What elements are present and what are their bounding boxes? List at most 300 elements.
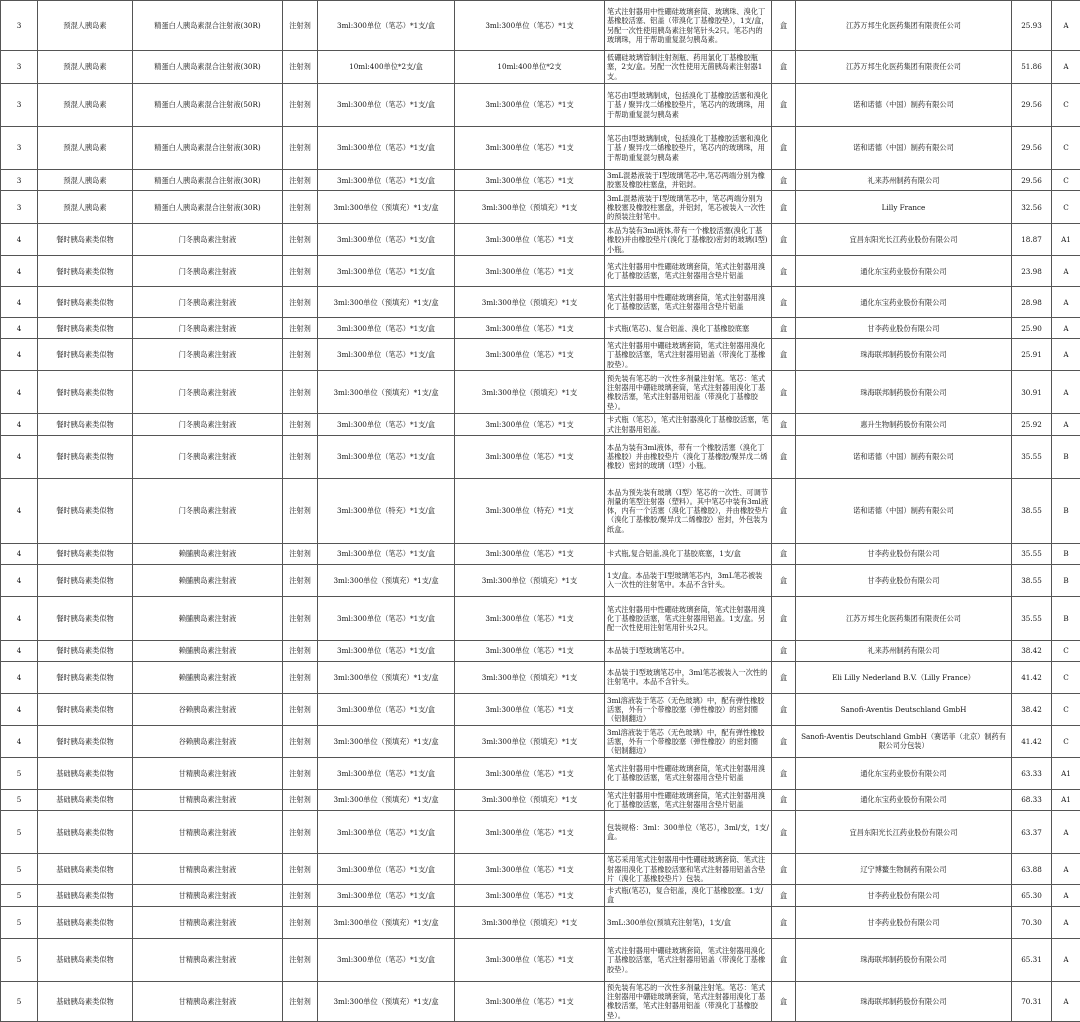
packaging-material-cell: 1支/盒。本品装于Ⅰ型玻璃笔芯内，3mL笔芯被装入一次性的注射笔中。本品不含针头。 xyxy=(605,564,772,596)
specification-cell: 3ml:300单位（笔芯）*1支/盒 xyxy=(318,170,455,191)
manufacturer-cell: 珠海联邦制药股份有限公司 xyxy=(796,339,1012,371)
specification-cell: 3ml:300单位（笔芯）*1支/盒 xyxy=(318,318,455,339)
dosage-form-cell: 注射剂 xyxy=(283,938,318,981)
category-cell: 基础胰岛素类似物 xyxy=(38,906,133,938)
price-cell: 28.98 xyxy=(1012,287,1052,318)
grade-cell: C xyxy=(1052,191,1080,224)
manufacturer-cell: 甘李药业股份有限公司 xyxy=(796,318,1012,339)
packaging-material-cell: 3mL混悬液装于Ⅰ型玻璃笔芯中，笔芯两端分别为橡胶塞及橡胶柱塞盘，并铝封，笔芯被装入一次性的预装注射笔中。 xyxy=(605,191,772,224)
drug-name-cell: 精蛋白人胰岛素混合注射液(30R) xyxy=(133,170,283,191)
grade-cell: B xyxy=(1052,435,1080,478)
price-cell: 29.56 xyxy=(1012,170,1052,191)
manufacturer-cell: Eli Lilly Nederland B.V.（Lilly France） xyxy=(796,661,1012,693)
table-row xyxy=(1,811,1080,854)
specification-cell: 3ml:300单位（预填充）*1支/盒 xyxy=(318,564,455,596)
manufacturer-cell: 宜昌东阳光长江药业股份有限公司 xyxy=(796,224,1012,256)
dosage-form-cell: 注射剂 xyxy=(283,906,318,938)
dosage-form-cell: 注射剂 xyxy=(283,51,318,84)
dosage-form-cell: 注射剂 xyxy=(283,339,318,371)
manufacturer-cell: 珠海联邦制药股份有限公司 xyxy=(796,981,1012,1021)
unit-cell: 盒 xyxy=(772,256,796,287)
manufacturer-cell: 珠海联邦制药股份有限公司 xyxy=(796,371,1012,414)
grade-cell: B xyxy=(1052,478,1080,543)
unit-cell: 盒 xyxy=(772,414,796,435)
unit-cell: 盒 xyxy=(772,725,796,757)
table-row xyxy=(1,640,1080,661)
table-row xyxy=(1,339,1080,371)
packaging-material-cell: 3mL:300单位(预填充注射笔)，1支/盒 xyxy=(605,906,772,938)
row-number-cell: 4 xyxy=(1,640,38,661)
package-spec-cell: 3ml:300单位（预填充）*1支 xyxy=(455,371,605,414)
row-number-cell: 5 xyxy=(1,981,38,1021)
category-cell: 餐时胰岛素类似物 xyxy=(38,371,133,414)
table-row xyxy=(1,789,1080,810)
dosage-form-cell: 注射剂 xyxy=(283,811,318,854)
category-cell: 基础胰岛素类似物 xyxy=(38,811,133,854)
row-number-cell: 3 xyxy=(1,1,38,51)
grade-cell: C xyxy=(1052,127,1080,170)
category-cell: 餐时胰岛素类似物 xyxy=(38,414,133,435)
manufacturer-cell: 礼来苏州制药有限公司 xyxy=(796,170,1012,191)
price-cell: 32.56 xyxy=(1012,191,1052,224)
specification-cell: 3ml:300单位（笔芯）*1支/盒 xyxy=(318,811,455,854)
unit-cell: 盒 xyxy=(772,884,796,906)
category-cell: 基础胰岛素类似物 xyxy=(38,938,133,981)
price-cell: 18.87 xyxy=(1012,224,1052,256)
grade-cell: A xyxy=(1052,854,1080,885)
packaging-material-cell: 笔式注射器用中性硼硅玻璃套筒、玻璃珠、溴化丁基橡胶活塞、铝盖（带溴化丁基橡胶垫），1支/盒，另配一次性使用胰岛素注射笔针头2只。笔芯内的玻璃珠，用于帮助重复混匀胰岛素。 xyxy=(605,1,772,51)
row-number-cell: 4 xyxy=(1,224,38,256)
dosage-form-cell: 注射剂 xyxy=(283,757,318,789)
dosage-form-cell: 注射剂 xyxy=(283,371,318,414)
category-cell: 预混人胰岛素 xyxy=(38,1,133,51)
price-cell: 35.55 xyxy=(1012,543,1052,564)
unit-cell: 盒 xyxy=(772,339,796,371)
drug-name-cell: 门冬胰岛素注射液 xyxy=(133,435,283,478)
dosage-form-cell: 注射剂 xyxy=(283,1,318,51)
table-row xyxy=(1,127,1080,170)
row-number-cell: 5 xyxy=(1,884,38,906)
table-row xyxy=(1,435,1080,478)
price-cell: 63.88 xyxy=(1012,854,1052,885)
table-row xyxy=(1,693,1080,725)
package-spec-cell: 3ml:300单位（预填充）*1支 xyxy=(455,564,605,596)
price-cell: 25.90 xyxy=(1012,318,1052,339)
row-number-cell: 4 xyxy=(1,318,38,339)
grade-cell: A xyxy=(1052,414,1080,435)
package-spec-cell: 3ml:300单位（笔芯）*1支 xyxy=(455,127,605,170)
drug-name-cell: 精蛋白人胰岛素混合注射液(50R) xyxy=(133,84,283,127)
row-number-cell: 5 xyxy=(1,811,38,854)
unit-cell: 盒 xyxy=(772,811,796,854)
category-cell: 餐时胰岛素类似物 xyxy=(38,318,133,339)
grade-cell: A xyxy=(1052,906,1080,938)
price-cell: 25.91 xyxy=(1012,339,1052,371)
table-row xyxy=(1,725,1080,757)
category-cell: 基础胰岛素类似物 xyxy=(38,854,133,885)
grade-cell: A1 xyxy=(1052,789,1080,810)
drug-name-cell: 门冬胰岛素注射液 xyxy=(133,339,283,371)
specification-cell: 3ml:300单位（预填充）*1支/盒 xyxy=(318,191,455,224)
row-number-cell: 4 xyxy=(1,435,38,478)
table-row xyxy=(1,84,1080,127)
drug-name-cell: 门冬胰岛素注射液 xyxy=(133,224,283,256)
dosage-form-cell: 注射剂 xyxy=(283,640,318,661)
table-row xyxy=(1,224,1080,256)
package-spec-cell: 3ml:300单位（笔芯）*1支 xyxy=(455,224,605,256)
drug-name-cell: 赖脯胰岛素注射液 xyxy=(133,661,283,693)
row-number-cell: 4 xyxy=(1,564,38,596)
package-spec-cell: 3ml:300单位（笔芯）*1支 xyxy=(455,596,605,640)
unit-cell: 盒 xyxy=(772,543,796,564)
grade-cell: C xyxy=(1052,84,1080,127)
category-cell: 预混人胰岛素 xyxy=(38,191,133,224)
packaging-material-cell: 笔式注射器用中性硼硅玻璃套筒，笔式注射器用溴化丁基橡胶活塞，笔式注射器用含垫片铝盖 xyxy=(605,789,772,810)
packaging-material-cell: 3ml溶液装于笔芯（无色玻璃）中，配有弹性橡胶活塞，外有一个带橡胶塞（弹性橡胶）的密封圈（铝制翻边） xyxy=(605,693,772,725)
specification-cell: 3ml:300单位（笔芯）*1支/盒 xyxy=(318,693,455,725)
drug-name-cell: 赖脯胰岛素注射液 xyxy=(133,596,283,640)
unit-cell: 盒 xyxy=(772,981,796,1021)
package-spec-cell: 10ml:400单位*2支 xyxy=(455,51,605,84)
dosage-form-cell: 注射剂 xyxy=(283,661,318,693)
package-spec-cell: 3ml:300单位（笔芯）*1支 xyxy=(455,938,605,981)
category-cell: 餐时胰岛素类似物 xyxy=(38,640,133,661)
unit-cell: 盒 xyxy=(772,51,796,84)
drug-name-cell: 甘精胰岛素注射液 xyxy=(133,884,283,906)
packaging-material-cell: 3ml溶液装于笔芯（无色玻璃）中，配有弹性橡胶活塞，外有一个带橡胶塞（弹性橡胶）的密封圈（铝制翻边） xyxy=(605,725,772,757)
package-spec-cell: 3ml:300单位（预填充）*1支 xyxy=(455,789,605,810)
grade-cell: A xyxy=(1052,938,1080,981)
packaging-material-cell: 3mL混悬液装于Ⅰ型玻璃笔芯中,笔芯两端分别为橡胶塞及橡胶柱塞盘，并铝封。 xyxy=(605,170,772,191)
drug-name-cell: 门冬胰岛素注射液 xyxy=(133,371,283,414)
packaging-material-cell: 笔式注射器用中性硼硅玻璃套筒，笔式注射器用溴化丁基橡胶活塞，笔式注射器用含垫片铝盖 xyxy=(605,757,772,789)
manufacturer-cell: 惠升生物制药股份有限公司 xyxy=(796,414,1012,435)
category-cell: 餐时胰岛素类似物 xyxy=(38,287,133,318)
row-number-cell: 4 xyxy=(1,287,38,318)
grade-cell: A xyxy=(1052,256,1080,287)
table-row xyxy=(1,287,1080,318)
row-number-cell: 4 xyxy=(1,725,38,757)
price-cell: 70.31 xyxy=(1012,981,1052,1021)
price-cell: 65.30 xyxy=(1012,884,1052,906)
price-cell: 70.30 xyxy=(1012,906,1052,938)
drug-name-cell: 赖脯胰岛素注射液 xyxy=(133,640,283,661)
price-cell: 25.93 xyxy=(1012,1,1052,51)
package-spec-cell: 3ml:300单位（预填充）*1支 xyxy=(455,725,605,757)
package-spec-cell: 3ml:300单位（笔芯）*1支 xyxy=(455,256,605,287)
unit-cell: 盒 xyxy=(772,693,796,725)
drug-name-cell: 门冬胰岛素注射液 xyxy=(133,414,283,435)
drug-name-cell: 赖脯胰岛素注射液 xyxy=(133,543,283,564)
price-cell: 25.92 xyxy=(1012,414,1052,435)
manufacturer-cell: 通化东宝药业股份有限公司 xyxy=(796,256,1012,287)
packaging-material-cell: 笔芯由I型玻璃制成，包括溴化丁基橡胶活塞和溴化丁基 / 聚异戊二烯橡胶垫片，笔芯内的玻璃珠，用于帮助重复混匀胰岛素 xyxy=(605,127,772,170)
package-spec-cell: 3ml:300单位（笔芯）*1支 xyxy=(455,884,605,906)
table-row xyxy=(1,1,1080,51)
specification-cell: 3ml:300单位（笔芯）*1支/盒 xyxy=(318,84,455,127)
manufacturer-cell: 宜昌东阳光长江药业股份有限公司 xyxy=(796,811,1012,854)
table-row xyxy=(1,854,1080,885)
packaging-material-cell: 笔芯采用笔式注射器用中性硼硅玻璃套筒、笔式注射器用溴化丁基橡胶活塞和笔式注射器用铝盖含垫片（溴化丁基橡胶垫片）包装。 xyxy=(605,854,772,885)
row-number-cell: 5 xyxy=(1,854,38,885)
package-spec-cell: 3ml:300单位（预填充）*1支 xyxy=(455,287,605,318)
specification-cell: 3ml:300单位（预填充）*1支/盒 xyxy=(318,371,455,414)
table-row xyxy=(1,938,1080,981)
package-spec-cell: 3ml:300单位（笔芯）*1支 xyxy=(455,640,605,661)
drug-name-cell: 甘精胰岛素注射液 xyxy=(133,757,283,789)
category-cell: 餐时胰岛素类似物 xyxy=(38,224,133,256)
packaging-material-cell: 本品为装有3ml液体,带有一个橡胶活塞(溴化丁基橡胶)并由橡胶垫片(溴化丁基橡胶)密封的玻璃(Ⅰ型)小瓶。 xyxy=(605,224,772,256)
row-number-cell: 4 xyxy=(1,256,38,287)
specification-cell: 3ml:300单位（预填充）*1支/盒 xyxy=(318,906,455,938)
category-cell: 餐时胰岛素类似物 xyxy=(38,256,133,287)
specification-cell: 3ml:300单位（笔芯）*1支/盒 xyxy=(318,884,455,906)
manufacturer-cell: 通化东宝药业股份有限公司 xyxy=(796,287,1012,318)
specification-cell: 3ml:300单位（预填充）*1支/盒 xyxy=(318,981,455,1021)
dosage-form-cell: 注射剂 xyxy=(283,318,318,339)
dosage-form-cell: 注射剂 xyxy=(283,191,318,224)
dosage-form-cell: 注射剂 xyxy=(283,256,318,287)
package-spec-cell: 3ml:300单位（笔芯）*1支 xyxy=(455,414,605,435)
manufacturer-cell: Sanofi-Aventis Deutschland GmbH（赛诺菲（北京）制药有限公司分包装） xyxy=(796,725,1012,757)
grade-cell: A xyxy=(1052,318,1080,339)
manufacturer-cell: 诺和诺德（中国）制药有限公司 xyxy=(796,478,1012,543)
unit-cell: 盒 xyxy=(772,127,796,170)
drug-name-cell: 门冬胰岛素注射液 xyxy=(133,478,283,543)
package-spec-cell: 3ml:300单位（笔芯）*1支 xyxy=(455,170,605,191)
drug-name-cell: 门冬胰岛素注射液 xyxy=(133,287,283,318)
packaging-material-cell: 预先装有笔芯的一次性多剂量注射笔。笔芯：笔式注射器用中硼硅玻璃套筒，笔式注射器用溴化丁基橡胶活塞，笔式注射器用铝盖（带溴化丁基橡胶垫）。 xyxy=(605,981,772,1021)
dosage-form-cell: 注射剂 xyxy=(283,170,318,191)
dosage-form-cell: 注射剂 xyxy=(283,725,318,757)
manufacturer-cell: 通化东宝药业股份有限公司 xyxy=(796,789,1012,810)
table-row xyxy=(1,981,1080,1021)
table-row xyxy=(1,318,1080,339)
table-row xyxy=(1,371,1080,414)
grade-cell: B xyxy=(1052,564,1080,596)
price-cell: 35.55 xyxy=(1012,596,1052,640)
grade-cell: C xyxy=(1052,693,1080,725)
unit-cell: 盒 xyxy=(772,661,796,693)
packaging-material-cell: 包装规格：3ml：300单位（笔芯），3ml/支，1支/盒。 xyxy=(605,811,772,854)
price-cell: 38.42 xyxy=(1012,640,1052,661)
price-cell: 63.37 xyxy=(1012,811,1052,854)
grade-cell: A xyxy=(1052,811,1080,854)
specification-cell: 3ml:300单位（笔芯）*1支/盒 xyxy=(318,596,455,640)
specification-cell: 3ml:300单位（笔芯）*1支/盒 xyxy=(318,127,455,170)
row-number-cell: 3 xyxy=(1,51,38,84)
specification-cell: 3ml:300单位（预填充）*1支/盒 xyxy=(318,789,455,810)
packaging-material-cell: 卡式瓶（笔芯），笔式注射器溴化丁基橡胶活塞，笔式注射器用铝盖。 xyxy=(605,414,772,435)
specification-cell: 10ml:400单位*2支/盒 xyxy=(318,51,455,84)
manufacturer-cell: 诺和诺德（中国）制药有限公司 xyxy=(796,435,1012,478)
dosage-form-cell: 注射剂 xyxy=(283,435,318,478)
dosage-form-cell: 注射剂 xyxy=(283,981,318,1021)
category-cell: 预混人胰岛素 xyxy=(38,127,133,170)
packaging-material-cell: 本品装于Ⅰ型玻璃笔芯中。 xyxy=(605,640,772,661)
category-cell: 基础胰岛素类似物 xyxy=(38,757,133,789)
drug-name-cell: 精蛋白人胰岛素混合注射液(30R) xyxy=(133,127,283,170)
table-row xyxy=(1,596,1080,640)
category-cell: 餐时胰岛素类似物 xyxy=(38,435,133,478)
grade-cell: A1 xyxy=(1052,224,1080,256)
grade-cell: A1 xyxy=(1052,757,1080,789)
manufacturer-cell: 甘李药业股份有限公司 xyxy=(796,906,1012,938)
row-number-cell: 5 xyxy=(1,906,38,938)
grade-cell: A xyxy=(1052,287,1080,318)
row-number-cell: 3 xyxy=(1,84,38,127)
price-cell: 29.56 xyxy=(1012,127,1052,170)
unit-cell: 盒 xyxy=(772,854,796,885)
price-cell: 38.55 xyxy=(1012,564,1052,596)
manufacturer-cell: Sanofi-Aventis Deutschland GmbH xyxy=(796,693,1012,725)
table-row xyxy=(1,51,1080,84)
row-number-cell: 4 xyxy=(1,693,38,725)
row-number-cell: 5 xyxy=(1,789,38,810)
package-spec-cell: 3ml:300单位（预填充）*1支 xyxy=(455,906,605,938)
manufacturer-cell: 诺和诺德（中国）制药有限公司 xyxy=(796,84,1012,127)
package-spec-cell: 3ml:300单位（预填充）*1支 xyxy=(455,191,605,224)
manufacturer-cell: 江苏万邦生化医药集团有限责任公司 xyxy=(796,596,1012,640)
category-cell: 预混人胰岛素 xyxy=(38,51,133,84)
specification-cell: 3ml:300单位（笔芯）*1支/盒 xyxy=(318,854,455,885)
drug-name-cell: 甘精胰岛素注射液 xyxy=(133,789,283,810)
dosage-form-cell: 注射剂 xyxy=(283,543,318,564)
unit-cell: 盒 xyxy=(772,1,796,51)
row-number-cell: 3 xyxy=(1,191,38,224)
price-cell: 63.33 xyxy=(1012,757,1052,789)
category-cell: 餐时胰岛素类似物 xyxy=(38,661,133,693)
table-row xyxy=(1,414,1080,435)
unit-cell: 盒 xyxy=(772,84,796,127)
specification-cell: 3ml:300单位（笔芯）*1支/盒 xyxy=(318,414,455,435)
specification-cell: 3ml:300单位（笔芯）*1支/盒 xyxy=(318,543,455,564)
unit-cell: 盒 xyxy=(772,938,796,981)
packaging-material-cell: 笔芯由I型玻璃制成，包括溴化丁基橡胶活塞和溴化丁基 / 聚异戊二烯橡胶垫片，笔芯内的玻璃珠，用于帮助重复混匀胰岛素 xyxy=(605,84,772,127)
drug-name-cell: 甘精胰岛素注射液 xyxy=(133,811,283,854)
category-cell: 预混人胰岛素 xyxy=(38,170,133,191)
unit-cell: 盒 xyxy=(772,224,796,256)
package-spec-cell: 3ml:300单位（笔芯）*1支 xyxy=(455,339,605,371)
drug-name-cell: 精蛋白人胰岛素混合注射液(30R) xyxy=(133,191,283,224)
table-row xyxy=(1,564,1080,596)
unit-cell: 盒 xyxy=(772,596,796,640)
packaging-material-cell: 卡式瓶(笔芯)，复合铝盖，溴化丁基橡胶塞。1支/盒 xyxy=(605,884,772,906)
category-cell: 餐时胰岛素类似物 xyxy=(38,596,133,640)
category-cell: 餐时胰岛素类似物 xyxy=(38,725,133,757)
package-spec-cell: 3ml:300单位（笔芯）*1支 xyxy=(455,757,605,789)
unit-cell: 盒 xyxy=(772,170,796,191)
package-spec-cell: 3ml:300单位（笔芯）*1支 xyxy=(455,811,605,854)
package-spec-cell: 3ml:300单位（笔芯）*1支 xyxy=(455,84,605,127)
dosage-form-cell: 注射剂 xyxy=(283,596,318,640)
dosage-form-cell: 注射剂 xyxy=(283,287,318,318)
dosage-form-cell: 注射剂 xyxy=(283,884,318,906)
specification-cell: 3ml:300单位（预填充）*1支/盒 xyxy=(318,725,455,757)
price-cell: 38.42 xyxy=(1012,693,1052,725)
table-row xyxy=(1,757,1080,789)
specification-cell: 3ml:300单位（笔芯）*1支/盒 xyxy=(318,938,455,981)
manufacturer-cell: 诺和诺德（中国）制药有限公司 xyxy=(796,127,1012,170)
dosage-form-cell: 注射剂 xyxy=(283,478,318,543)
dosage-form-cell: 注射剂 xyxy=(283,789,318,810)
table-row xyxy=(1,661,1080,693)
dosage-form-cell: 注射剂 xyxy=(283,224,318,256)
category-cell: 餐时胰岛素类似物 xyxy=(38,693,133,725)
specification-cell: 3ml:300单位（笔芯）*1支/盒 xyxy=(318,224,455,256)
table-row xyxy=(1,543,1080,564)
grade-cell: A xyxy=(1052,884,1080,906)
price-cell: 51.86 xyxy=(1012,51,1052,84)
packaging-material-cell: 低硼硅玻璃管制注射剂瓶、药用氯化丁基橡胶瓶塞，2支/盒。另配一次性使用无菌胰岛素注射器1支。 xyxy=(605,51,772,84)
manufacturer-cell: 江苏万邦生化医药集团有限责任公司 xyxy=(796,51,1012,84)
price-cell: 41.42 xyxy=(1012,661,1052,693)
manufacturer-cell: 珠海联邦制药股份有限公司 xyxy=(796,938,1012,981)
category-cell: 基础胰岛素类似物 xyxy=(38,789,133,810)
drug-name-cell: 甘精胰岛素注射液 xyxy=(133,854,283,885)
row-number-cell: 4 xyxy=(1,478,38,543)
grade-cell: A xyxy=(1052,51,1080,84)
table-row xyxy=(1,256,1080,287)
packaging-material-cell: 本品装于Ⅰ型玻璃笔芯中，3ml笔芯被装入一次性的注射笔中。本品不含针头。 xyxy=(605,661,772,693)
package-spec-cell: 3ml:300单位（笔芯）*1支 xyxy=(455,854,605,885)
dosage-form-cell: 注射剂 xyxy=(283,414,318,435)
grade-cell: A xyxy=(1052,981,1080,1021)
unit-cell: 盒 xyxy=(772,757,796,789)
packaging-material-cell: 卡式瓶,复合铝盖,溴化丁基胶底塞，1支/盒 xyxy=(605,543,772,564)
package-spec-cell: 3ml:300单位（笔芯）*1支 xyxy=(455,693,605,725)
category-cell: 基础胰岛素类似物 xyxy=(38,884,133,906)
drug-name-cell: 赖脯胰岛素注射液 xyxy=(133,564,283,596)
row-number-cell: 5 xyxy=(1,757,38,789)
unit-cell: 盒 xyxy=(772,478,796,543)
grade-cell: A xyxy=(1052,1,1080,51)
specification-cell: 3ml:300单位（预填充）*1支/盒 xyxy=(318,287,455,318)
row-number-cell: 4 xyxy=(1,543,38,564)
row-number-cell: 3 xyxy=(1,127,38,170)
row-number-cell: 3 xyxy=(1,170,38,191)
table-row xyxy=(1,191,1080,224)
row-number-cell: 4 xyxy=(1,414,38,435)
category-cell: 餐时胰岛素类似物 xyxy=(38,478,133,543)
row-number-cell: 4 xyxy=(1,661,38,693)
manufacturer-cell: 礼来苏州制药有限公司 xyxy=(796,640,1012,661)
dosage-form-cell: 注射剂 xyxy=(283,564,318,596)
specification-cell: 3ml:300单位（笔芯）*1支/盒 xyxy=(318,640,455,661)
price-cell: 29.56 xyxy=(1012,84,1052,127)
packaging-material-cell: 卡式瓶(笔芯)、复合铝盖、溴化丁基橡胶底塞 xyxy=(605,318,772,339)
packaging-material-cell: 本品为装有3ml液体，带有一个橡胶活塞（溴化丁基橡胶）并由橡胶垫片（溴化丁基橡胶/聚异戊二烯橡胶）密封的玻璃（Ⅰ型）小瓶。 xyxy=(605,435,772,478)
specification-cell: 3ml:300单位（笔芯）*1支/盒 xyxy=(318,339,455,371)
manufacturer-cell: 甘李药业股份有限公司 xyxy=(796,884,1012,906)
grade-cell: B xyxy=(1052,543,1080,564)
price-cell: 23.98 xyxy=(1012,256,1052,287)
drug-name-cell: 精蛋白人胰岛素混合注射液(30R) xyxy=(133,51,283,84)
price-cell: 35.55 xyxy=(1012,435,1052,478)
manufacturer-cell: 通化东宝药业股份有限公司 xyxy=(796,757,1012,789)
drug-name-cell: 甘精胰岛素注射液 xyxy=(133,938,283,981)
manufacturer-cell: 辽宁博鳌生物制药有限公司 xyxy=(796,854,1012,885)
grade-cell: C xyxy=(1052,640,1080,661)
dosage-form-cell: 注射剂 xyxy=(283,84,318,127)
table-row xyxy=(1,478,1080,543)
unit-cell: 盒 xyxy=(772,287,796,318)
unit-cell: 盒 xyxy=(772,435,796,478)
table-row xyxy=(1,170,1080,191)
package-spec-cell: 3ml:300单位（预填充）*1支 xyxy=(455,661,605,693)
row-number-cell: 4 xyxy=(1,339,38,371)
specification-cell: 3ml:300单位（笔芯）*1支/盒 xyxy=(318,1,455,51)
